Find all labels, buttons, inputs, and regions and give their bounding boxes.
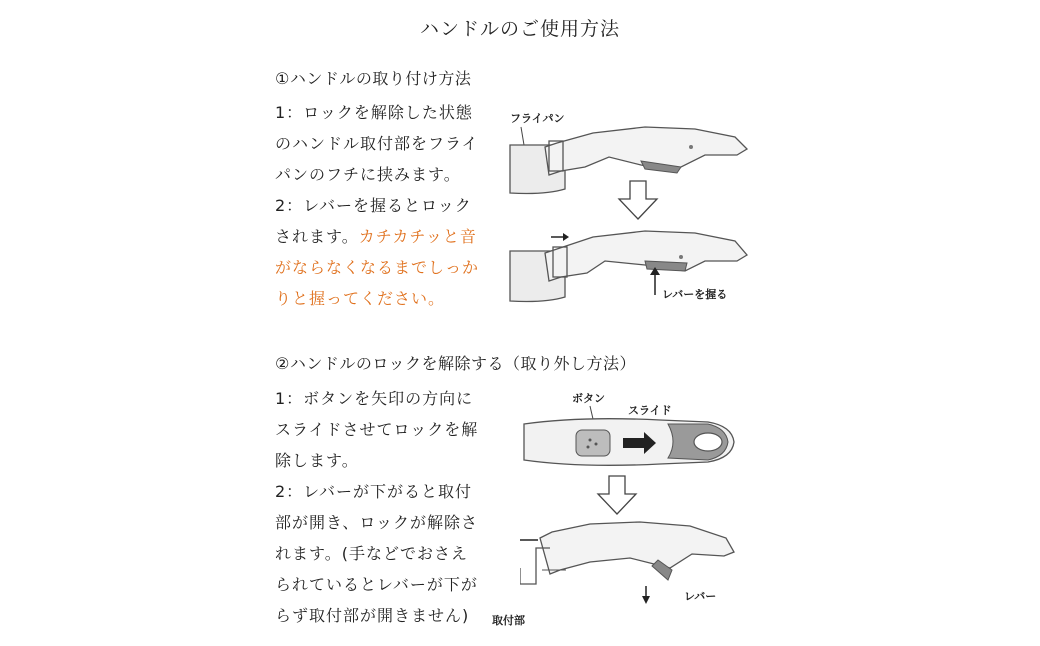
instruction-line: のハンドル取付部をフライ (275, 134, 479, 153)
instruction-line: 1：ロックを解除した状態 (275, 103, 473, 122)
attach-illustration (505, 115, 755, 315)
instruction-line: 部が開き、ロックが解除さ (275, 513, 479, 532)
instruction-highlight: カチカチッと音 (358, 227, 477, 246)
instruction-line: られているとレバーが下が (275, 575, 478, 594)
instruction-line: 1：ボタンを矢印の方向に (275, 389, 474, 408)
button-label: ボタン (572, 392, 605, 405)
instruction-line: パンのフチに挟みます。 (275, 165, 461, 184)
instruction-highlight: りと握ってください。 (275, 289, 446, 308)
instruction-line: 除します。 (275, 451, 359, 470)
instruction-line: スライドさせてロックを解 (275, 420, 479, 439)
instruction-highlight: がならなくなるまでしっか (275, 258, 480, 277)
slide-label: スライド (628, 404, 672, 417)
section1-heading: ①ハンドルの取り付け方法 (275, 69, 472, 88)
frypan-label: フライパン (510, 112, 565, 125)
lever-label: レバー (684, 590, 717, 603)
instruction-line (275, 221, 479, 252)
remove-illustration (520, 398, 750, 608)
mount-label: 取付部 (492, 614, 525, 627)
instruction-line: れます。(手などでおさえ (275, 544, 468, 563)
instruction-line: 2：レバーが下がると取付 (275, 482, 473, 501)
instruction-text: されます。 (275, 227, 359, 246)
page-title: ハンドルのご使用方法 (419, 18, 620, 40)
section1-instructions (275, 97, 479, 314)
instruction-line: 2：レバーを握るとロック (275, 196, 472, 215)
grip-lever-label: レバーを握る (662, 288, 728, 301)
section2-instructions (275, 383, 478, 631)
instruction-line: らず取付部が開きません) (275, 606, 470, 625)
section2-heading: ②ハンドルのロックを解除する（取り外し方法） (275, 354, 637, 373)
